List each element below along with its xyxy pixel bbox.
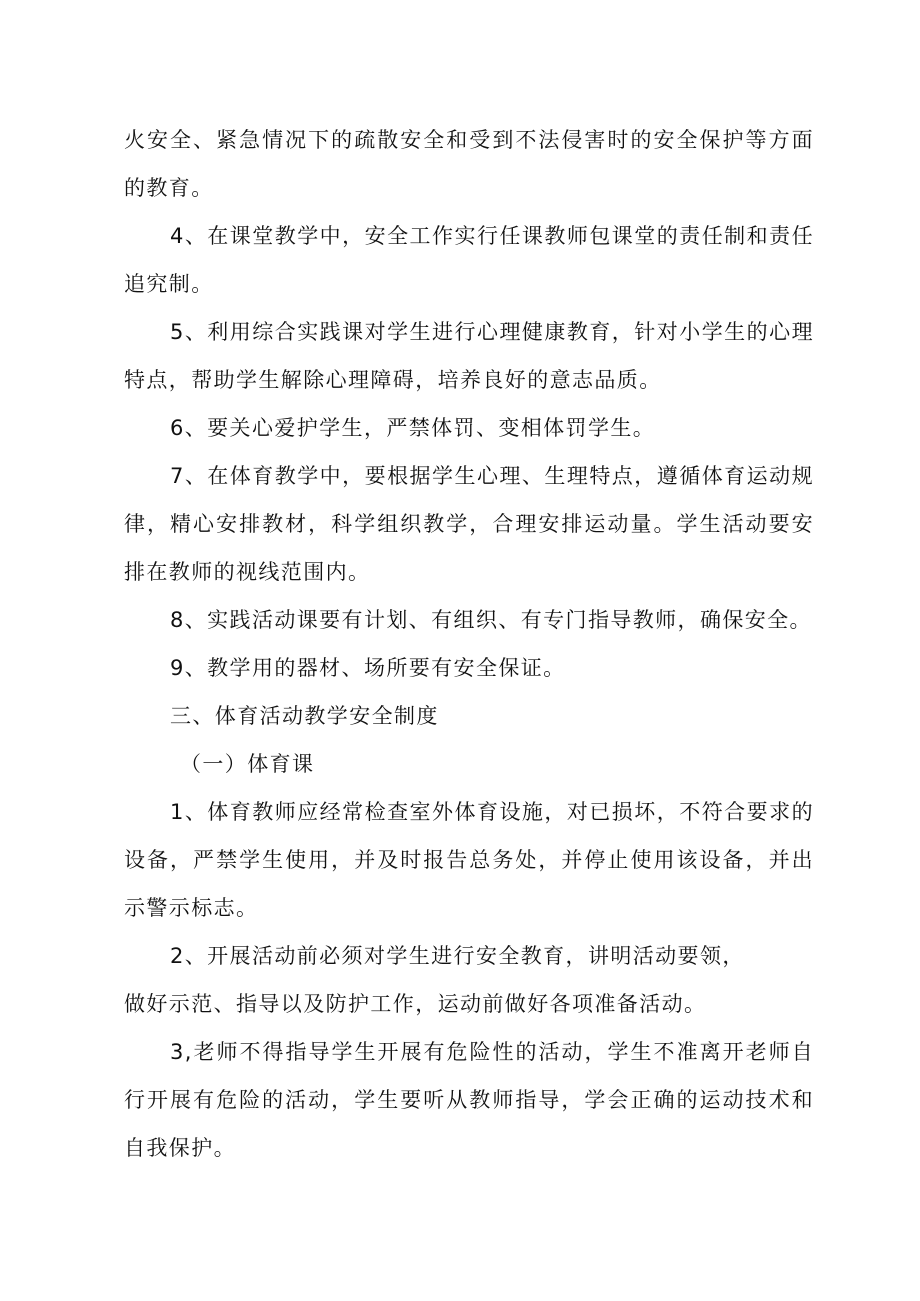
section-heading: 三、体育活动教学安全制度	[170, 704, 439, 728]
paragraph-continuation: 火安全、紧急情况下的疏散安全和受到不法侵害时的安全保护等方面的教育。	[124, 128, 814, 200]
paragraph-pe-item-2: 2、开展活动前必须对学生进行安全教育，讲明活动要领，	[170, 944, 745, 968]
paragraph-item-4: 4、在课堂教学中，安全工作实行任课教师包课堂的责任制和责任追究制。	[124, 224, 814, 296]
paragraph-item-7: 7、在体育教学中，要根据学生心理、生理特点，遵循体育运动规律，精心安排教材，科学组织教学，合理安排运动量。学生活动要安排在教师的视线范围内。	[124, 464, 814, 584]
paragraph-item-9: 9、教学用的器材、场所要有安全保证。	[170, 656, 566, 680]
paragraph-pe-item-1: 1、体育教师应经常检查室外体育设施，对已损坏，不符合要求的设备，严禁学生使用，并及时报告总务处，并停止使用该设备，并出示警示标志。	[124, 800, 814, 920]
paragraph-pe-item-3: 3,老师不得指导学生开展有危险性的活动，学生不准离开老师自行开展有危险的活动，学生要听从教师指导，学会正确的运动技术和自我保护。	[124, 1040, 814, 1160]
paragraph-item-6: 6、要关心爱护学生，严禁体罚、变相体罚学生。	[170, 416, 656, 440]
paragraph-item-5: 5、利用综合实践课对学生进行心理健康教育，针对小学生的心理特点，帮助学生解除心理障碍，培养良好的意志品质。	[124, 320, 814, 392]
paragraph-pe-item-2-continued: 做好示范、指导以及防护工作，运动前做好各项准备活动。	[124, 992, 707, 1016]
document-body	[124, 116, 814, 1172]
paragraph-item-8: 8、实践活动课要有计划、有组织、有专门指导教师，确保安全。	[170, 608, 812, 632]
subsection-heading: （一）体育课	[180, 752, 315, 776]
